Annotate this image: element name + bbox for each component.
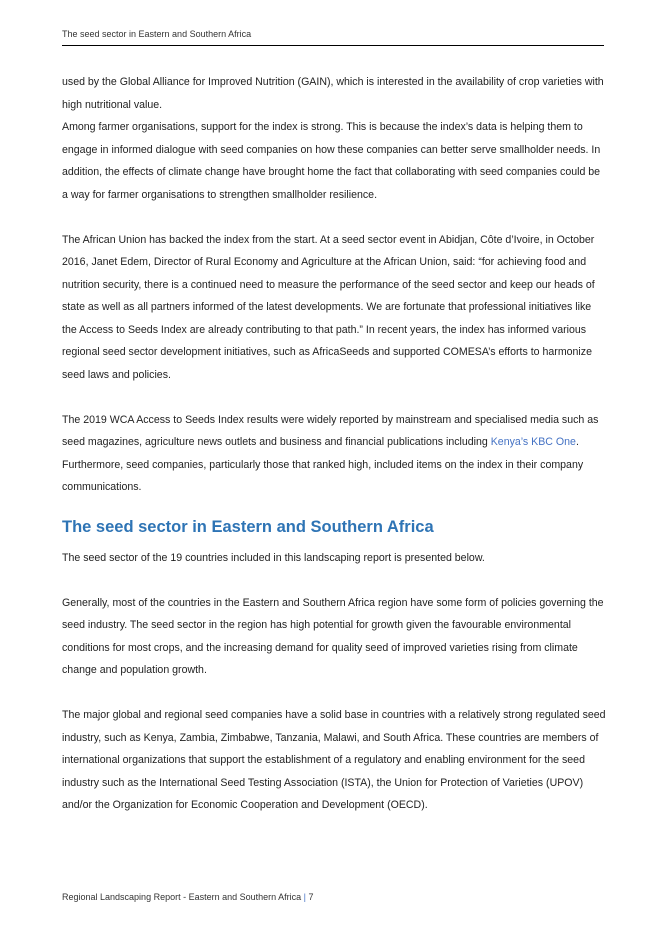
- paragraph-gain: used by the Global Alliance for Improved Nutrition (GAIN), which is interested in the availability of crop varieties with high nutritional value.: [62, 76, 604, 111]
- paragraph-seed-companies: The major global and regional seed companies have a solid base in countries with a relatively strong regulated seed industry, such as Kenya, Zambia, Zimbabwe, Tanzania, Malawi, and South Africa. These countries are members of international organizations that support the establishment of a regulatory and enabling environment for the seed industry such as the International Seed Testing Association (ISTA), the Union for Protection of Varieties (UPOV) and/or the Organization for Economic Cooperation and Development (OECD).: [62, 709, 606, 811]
- media-text-start: The 2019 WCA Access to Seeds Index results were widely reported by mainstream and specialised media such as seed magazines, agriculture news outlets and business and financial publications including: [62, 413, 599, 448]
- header-divider: [62, 45, 604, 46]
- paragraph-spacer: [62, 386, 607, 409]
- kbc-one-link[interactable]: Kenya’s KBC One: [490, 436, 576, 448]
- paragraph-spacer: [62, 206, 607, 229]
- media-text-end: . Furthermore, seed companies, particularly those that ranked high, included items on the index in their company communications.: [62, 436, 584, 493]
- footer-separator: |: [303, 892, 307, 902]
- section-heading: The seed sector in Eastern and Southern Africa: [62, 517, 434, 536]
- page-footer: [62, 892, 314, 902]
- paragraph-spacer: [62, 682, 607, 705]
- paragraph-spacer: [62, 569, 607, 592]
- body-text: [62, 71, 607, 817]
- paragraph-african-union: The African Union has backed the index from the start. At a seed sector event in Abidjan, Côte d’Ivoire, in October 2016, Janet Edem, Director of Rural Economy and Agriculture at the African Union, said: “for achieving food and nutrition security, there is a continued need to measure the performance of the seed sector and keep our heads of state as well as all partners informed of the latest developments. We are fortunate that professional initiatives like the Access to Seeds Index are already contributing to that path.” In recent years, the index has informed various regional seed sector development initiatives, such as AfricaSeeds and supported COMESA’s efforts to harmonize seed laws and policies.: [62, 233, 595, 381]
- paragraph-farmer-organisations: Among farmer organisations, support for the index is strong. This is because the index’s data is helping them to engage in informed dialogue with seed companies on how these companies can better serve smallholder needs. In addition, the effects of climate change have brought home the fact that collaborating with seed companies could be a way for farmer organisations to strengthen smallholder resilience.: [62, 121, 601, 201]
- paragraph-media-coverage: [62, 409, 607, 499]
- running-header: The seed sector in Eastern and Southern Africa: [62, 29, 252, 39]
- paragraph-intro: The seed sector of the 19 countries included in this landscaping report is presented below.: [62, 551, 485, 564]
- paragraph-policies: Generally, most of the countries in the Eastern and Southern Africa region have some form of policies governing the seed industry. The seed sector in the region has high potential for growth given the favourable environmental conditions for most crops, and the increasing demand for quality seed of improved varieties rising from climate change and population growth.: [62, 596, 604, 676]
- page-number: 7: [308, 892, 314, 902]
- footer-title: Regional Landscaping Report - Eastern and Southern Africa: [62, 892, 302, 902]
